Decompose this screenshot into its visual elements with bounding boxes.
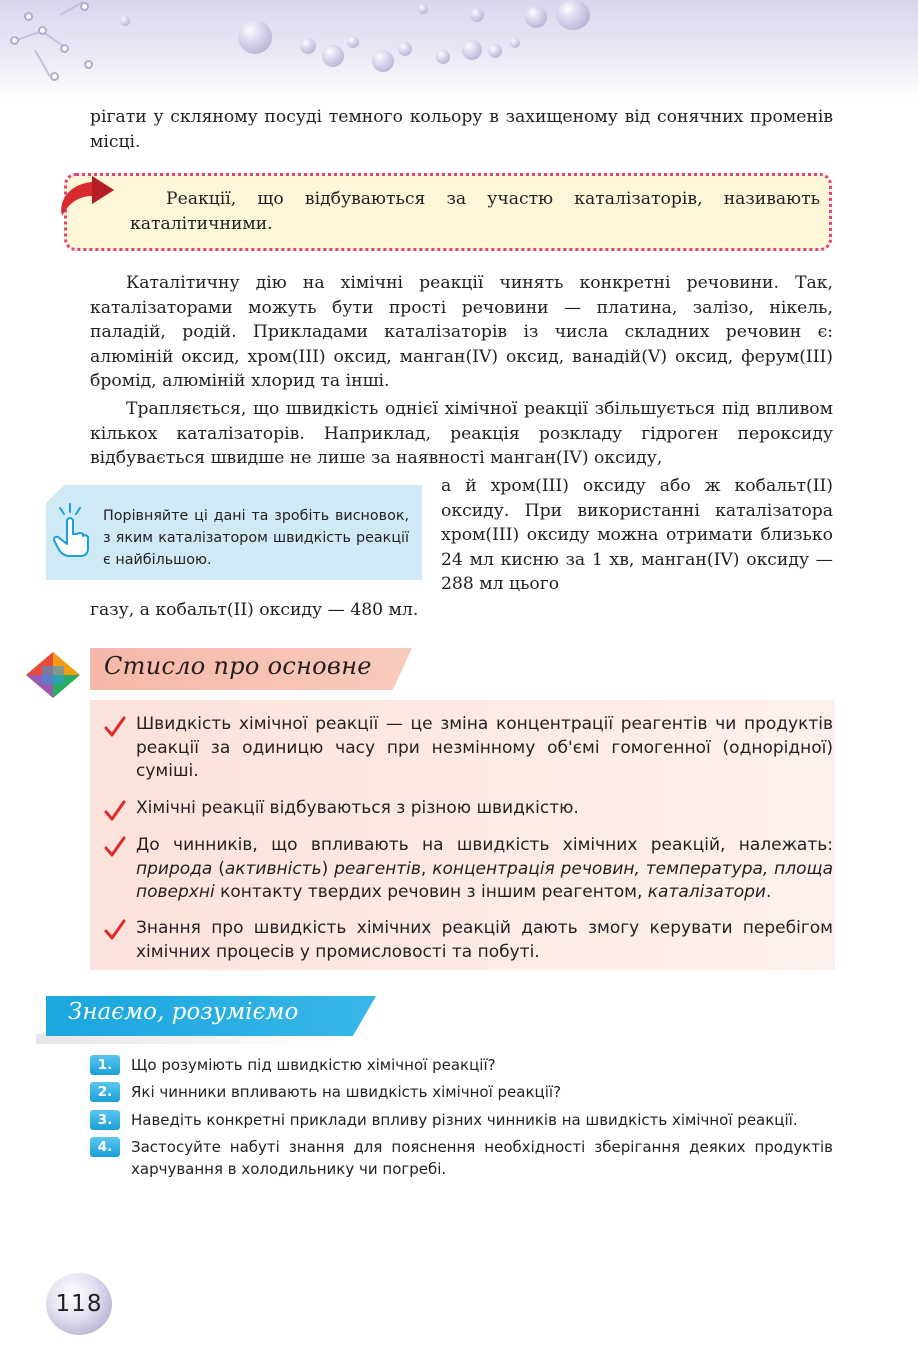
- check-icon: [104, 836, 126, 858]
- question-text: Що розуміють під швидкістю хімічної реакції?: [131, 1056, 496, 1074]
- definition-text: Реакції, що відбуваються за участю каталізаторів, називають каталітичними.: [130, 189, 820, 234]
- wrap-paragraph: а й хром(III) оксиду або ж кобальт(II) оксиду. При використанні каталізатора хром(III) оксиду можна отримати близько 24 мл кисню за 1 хв, манган(IV) оксиду — 288 мл цього: [441, 476, 833, 594]
- colorful-diamond-icon: [24, 650, 82, 700]
- question-number-badge: 2.: [90, 1082, 120, 1102]
- header-banner: [0, 0, 918, 100]
- question-text: Які чинники впливають на швидкість хімічної реакції?: [131, 1083, 562, 1101]
- page-number: 118: [46, 1273, 112, 1335]
- tip-text: Порівняйте ці дані та зробіть висновок, з яким каталізатором швидкість реакції є найбільшою.: [103, 508, 409, 568]
- question-text: Наведіть конкретні приклади впливу різних чинників на швидкість хімічної реакції.: [131, 1111, 798, 1129]
- catalysts-paragraph: Каталітичну дію на хімічні реакції чинять конкретні речовини. Так, каталізаторами можуть бути прості речовини — платина, залізо, нікель, паладій, родій. Прикладами каталізаторів із числа складних речовин є: алюміній оксид, хром(III) оксид, манган(IV) оксид, ванадій(V) оксид, ферум(III) бромід, алюміній хлорид та інші.: [90, 273, 833, 391]
- summary-item: Знання про швидкість хімічних реакцій дають змогу керувати перебігом хімічних процесів у промисловості та побуті.: [136, 918, 833, 962]
- check-icon: [104, 919, 126, 941]
- summary-item: До чинників, що впливають на швидкість хімічних реакцій, належать: природа (активність) реагентів, концентрація речовин, температура, площа поверхні контакту твердих речовин з іншим реагентом, каталізатори.: [136, 835, 833, 902]
- check-icon: [104, 800, 126, 822]
- question-number-badge: 3.: [90, 1110, 120, 1130]
- summary-title: Стисло про основне: [104, 652, 372, 680]
- question-number-badge: 4.: [90, 1137, 120, 1157]
- check-icon: [104, 716, 126, 738]
- curved-arrow-icon: [52, 174, 132, 224]
- intro-paragraph: рігати у скляному посуді темного кольору в захищеному від сонячних променів місці.: [90, 107, 833, 152]
- questions-title: Знаємо, розуміємо: [68, 999, 299, 1025]
- summary-item: Швидкість хімічної реакції — це зміна концентрації реагентів чи продуктів реакції за одиницю часу при незмінному об'ємі гомогенної (однорідної) суміші.: [136, 714, 833, 781]
- pointing-hand-icon: [50, 500, 94, 560]
- tail-paragraph: газу, а кобальт(II) оксиду — 480 мл.: [90, 600, 419, 620]
- question-text: Застосуйте набуті знання для пояснення необхідності зберігання деяких продуктів харчування в холодильнику чи погребі.: [131, 1138, 833, 1178]
- summary-item: Хімічні реакції відбуваються з різною швидкістю.: [136, 798, 579, 818]
- question-number-badge: 1.: [90, 1055, 120, 1075]
- multiple-catalysts-paragraph: Трапляється, що швидкість однієї хімічної реакції збільшується під впливом кількох каталізаторів. Наприклад, реакція розкладу гідроген пероксиду відбувається швидше не лише за наявності манган(IV) оксиду,: [90, 399, 833, 468]
